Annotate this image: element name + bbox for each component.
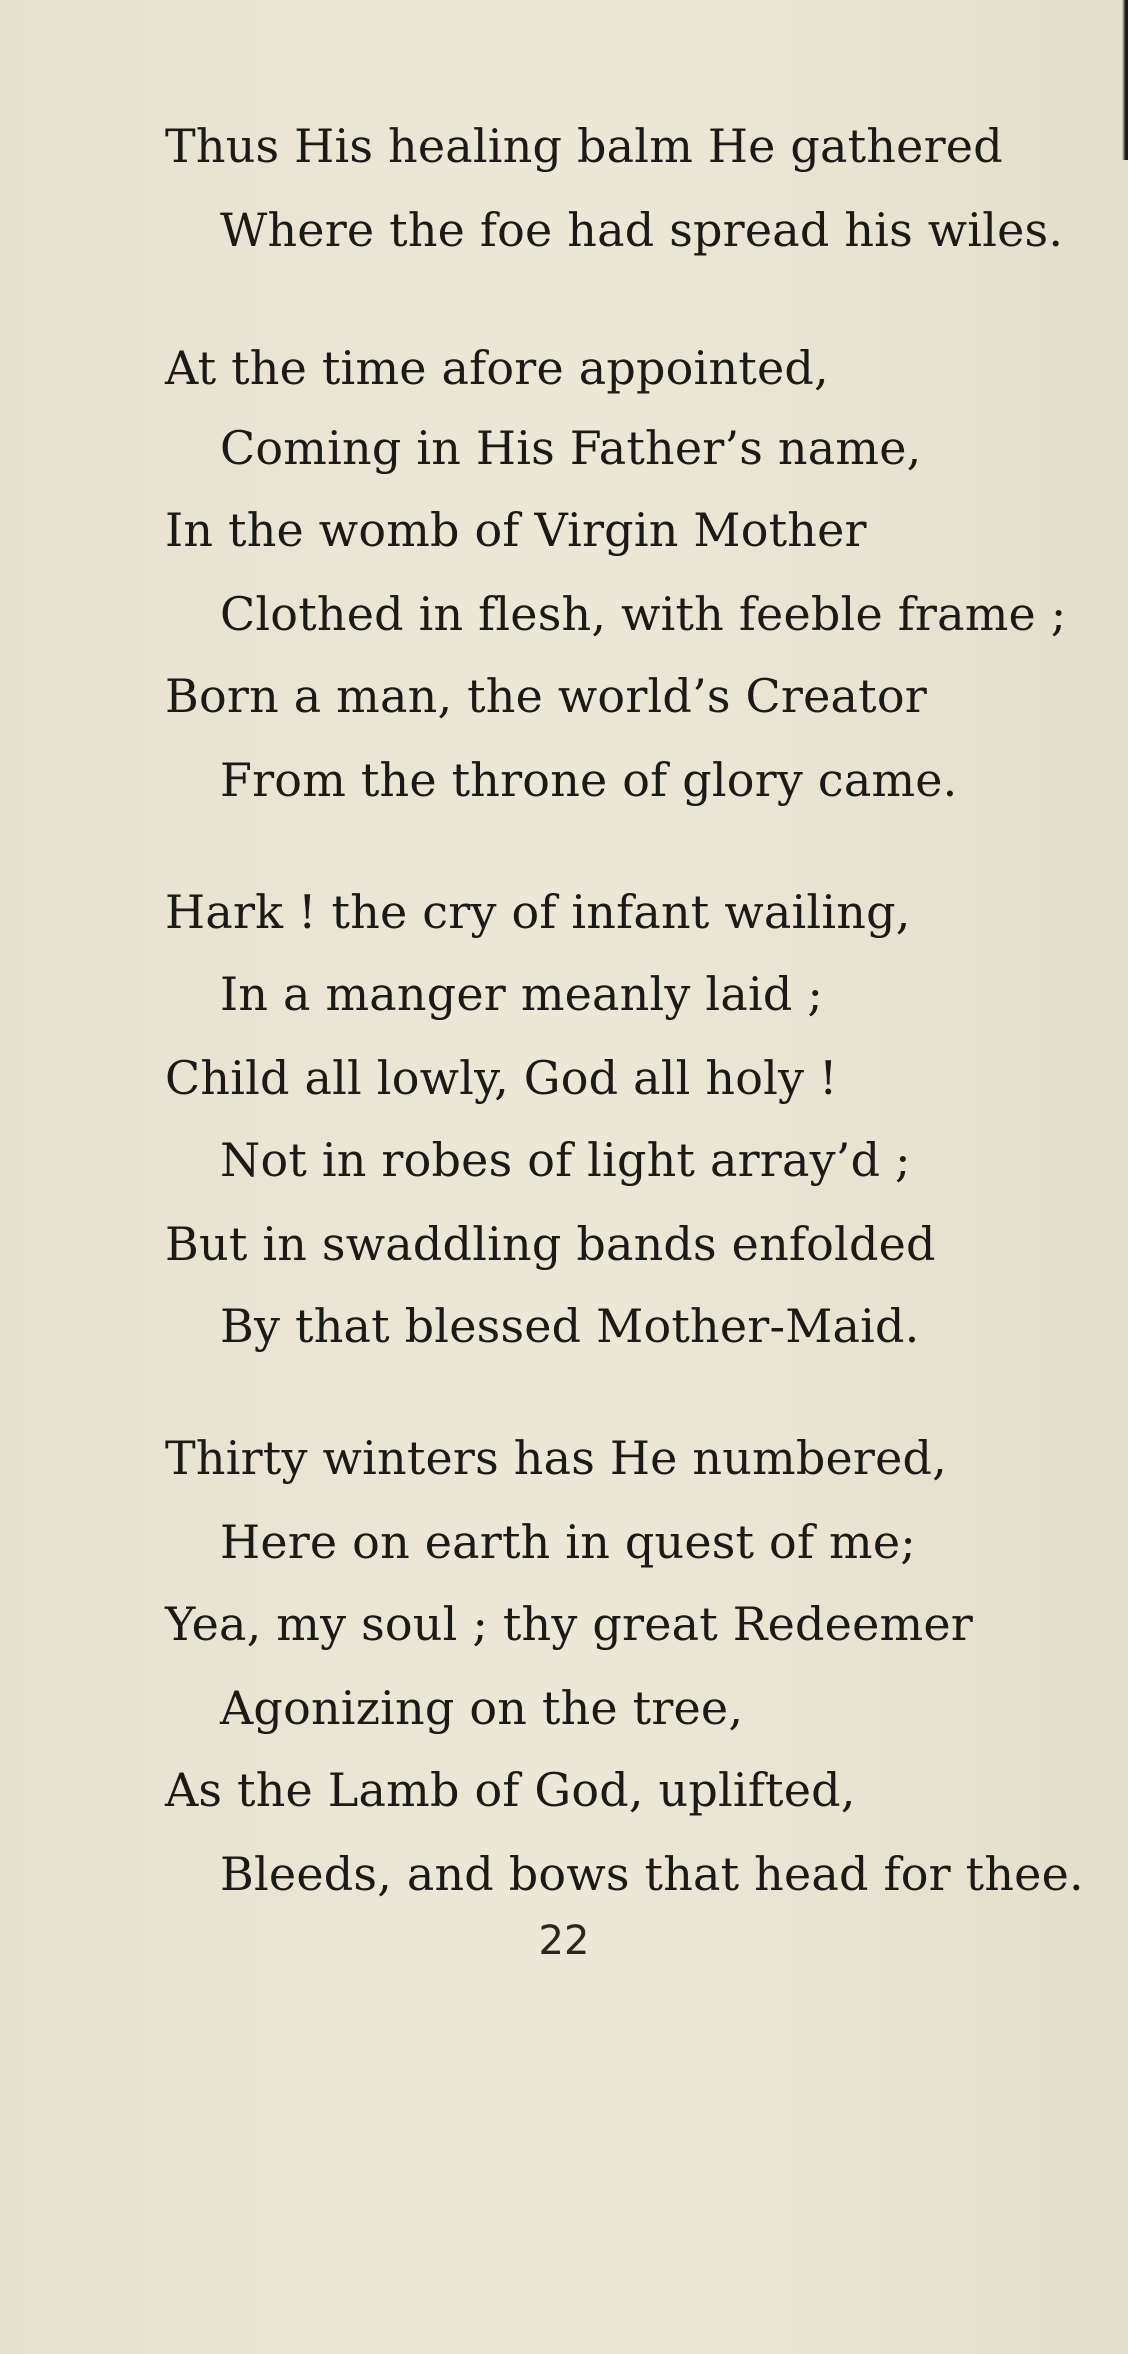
poem-line: Clothed in flesh, with feeble frame ; <box>220 587 1067 641</box>
poem-line: Yea, my soul ; thy great Redeemer <box>165 1597 973 1651</box>
poem-line: Born a man, the world’s Creator <box>165 669 927 723</box>
poem-line: Bleeds, and bows that head for thee. <box>220 1847 1084 1901</box>
poem-line: In the womb of Virgin Mother <box>165 503 867 557</box>
poem-line: As the Lamb of God, uplifted, <box>165 1763 856 1817</box>
poem-line: Thus His healing balm He gathered <box>165 119 1003 173</box>
poem-line: Hark ! the cry of infant wailing, <box>165 885 911 939</box>
poem-line: Not in robes of light array’d ; <box>220 1133 911 1187</box>
poem-line: From the throne of glory came. <box>220 753 958 807</box>
poem-line: At the time afore appointed, <box>165 341 829 395</box>
poem-line: Agonizing on the tree, <box>220 1681 744 1735</box>
poem-line: In a manger meanly laid ; <box>220 967 824 1021</box>
page-number: 22 <box>538 1918 590 1964</box>
page-edge-shadow <box>1122 0 1128 160</box>
poem-line: Coming in His Father’s name, <box>220 421 922 475</box>
poem-line: Where the foe had spread his wiles. <box>220 203 1064 257</box>
poem-line: By that blessed Mother-Maid. <box>220 1299 920 1353</box>
poem-line: Here on earth in quest of me; <box>220 1515 916 1569</box>
poem-line: Child all lowly, God all holy ! <box>165 1051 838 1105</box>
poem-line: Thirty winters has He numbered, <box>165 1431 948 1485</box>
poem-line: But in swaddling bands enfolded <box>165 1217 936 1271</box>
